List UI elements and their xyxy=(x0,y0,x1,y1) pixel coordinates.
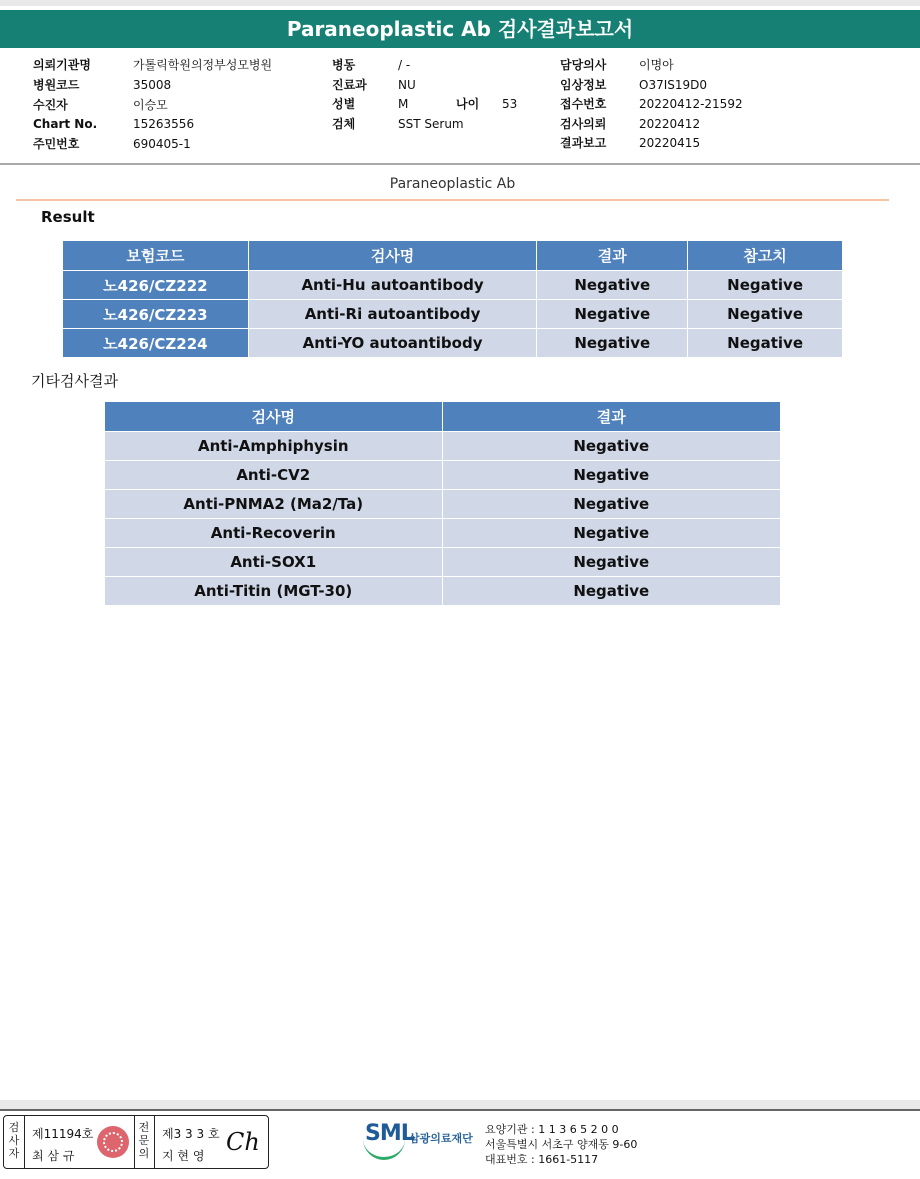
other-results-heading: 기타검사결과 xyxy=(31,372,118,390)
info-label: Chart No. xyxy=(33,117,98,131)
test-name: Anti-Recoverin xyxy=(105,519,443,548)
info-label: 검사의뢰 xyxy=(560,116,607,131)
result-heading: Result xyxy=(41,208,95,226)
specialist-label-text: 전문의 xyxy=(138,1121,150,1160)
info-value: O37IS19D0 xyxy=(639,77,708,92)
lab-info-line: 대표번호 : 1661-5117 xyxy=(485,1153,599,1166)
info-value: SST Serum xyxy=(398,116,464,131)
specialist-license-no: 제3 3 3 호 xyxy=(162,1127,220,1141)
header-test-name: 검사명 xyxy=(248,241,537,271)
info-value: 20220412 xyxy=(639,116,701,131)
test-result: Negative xyxy=(537,271,688,300)
info-label: 검체 xyxy=(332,116,356,131)
lab-info xyxy=(485,1122,637,1167)
test-result: Negative xyxy=(442,577,780,606)
lab-info-line: 요양기관 : 1 1 3 6 5 2 0 0 xyxy=(485,1123,619,1136)
divider xyxy=(24,1116,25,1168)
info-label: 접수번호 xyxy=(560,97,607,111)
info-value: 가톨릭학원의정부성모병원 xyxy=(133,58,273,72)
table-row xyxy=(105,548,781,577)
test-name: Anti-Ri autoantibody xyxy=(248,300,537,329)
reference-value: Negative xyxy=(688,300,843,329)
info-value: / - xyxy=(398,58,411,72)
inspector-label-text: 검사자 xyxy=(8,1121,20,1160)
info-value: 이명아 xyxy=(639,58,674,72)
info-label: 진료과 xyxy=(332,77,367,92)
info-value: M xyxy=(398,97,409,111)
test-name: Anti-YO autoantibody xyxy=(248,329,537,358)
test-result: Negative xyxy=(442,490,780,519)
info-value: 이승모 xyxy=(133,97,168,112)
specialist-name: 지 현 영 xyxy=(162,1149,205,1163)
insurance-code: 노426/CZ224 xyxy=(63,329,249,358)
table-row xyxy=(105,461,781,490)
signature-box xyxy=(3,1115,269,1169)
info-value: 20220412-21592 xyxy=(639,97,743,111)
age-value: 53 xyxy=(502,97,518,111)
section-title: Paraneoplastic Ab xyxy=(389,176,516,192)
test-result: Negative xyxy=(537,300,688,329)
table-row xyxy=(105,577,781,606)
reference-value: Negative xyxy=(688,271,843,300)
header-result: 결과 xyxy=(537,241,688,271)
header-result: 결과 xyxy=(442,402,780,432)
table-row xyxy=(105,490,781,519)
info-divider xyxy=(0,163,920,165)
footer-divider xyxy=(0,1109,920,1111)
info-value: 690405-1 xyxy=(133,136,191,151)
test-name: Anti-Amphiphysin xyxy=(105,432,443,461)
sml-logo xyxy=(365,1121,473,1146)
info-label: 주민번호 xyxy=(33,136,80,151)
official-seal-icon xyxy=(97,1126,129,1158)
test-name: Anti-CV2 xyxy=(105,461,443,490)
info-value: 35008 xyxy=(133,78,172,92)
inspector-license-no: 제11194호 xyxy=(32,1127,94,1141)
header-insurance-code: 보험코드 xyxy=(63,241,249,271)
info-column-2 xyxy=(332,56,517,134)
table-row xyxy=(63,271,843,300)
insurance-code: 노426/CZ222 xyxy=(63,271,249,300)
table-header-row xyxy=(105,402,781,432)
test-name: Anti-Titin (MGT-30) xyxy=(105,577,443,606)
divider xyxy=(154,1116,155,1168)
info-label: 병원코드 xyxy=(33,78,80,92)
info-value: 20220415 xyxy=(639,136,701,150)
report-title: Paraneoplastic Ab 검사결과보고서 xyxy=(0,10,920,48)
lab-info-line: 서울특별시 서초구 양재동 9-60 xyxy=(485,1138,638,1151)
age-label: 나이 xyxy=(456,97,480,111)
test-result: Negative xyxy=(442,432,780,461)
info-label: 수진자 xyxy=(33,97,68,112)
insurance-code: 노426/CZ223 xyxy=(63,300,249,329)
info-label: 병동 xyxy=(332,58,356,72)
info-value: 15263556 xyxy=(133,117,195,131)
table-row xyxy=(63,300,843,329)
info-column-3 xyxy=(560,56,743,154)
info-value: NU xyxy=(398,77,416,92)
logo-text: SML xyxy=(365,1121,414,1146)
table-row xyxy=(105,519,781,548)
header-reference: 참고치 xyxy=(688,241,843,271)
header-test-name: 검사명 xyxy=(105,402,443,432)
test-name: Anti-SOX1 xyxy=(105,548,443,577)
section-divider xyxy=(16,199,889,201)
logo-org-name: 삼광의료재단 xyxy=(409,1132,473,1145)
divider xyxy=(134,1116,135,1168)
info-label: 성별 xyxy=(332,97,356,111)
test-name: Anti-Hu autoantibody xyxy=(248,271,537,300)
test-result: Negative xyxy=(442,548,780,577)
test-result: Negative xyxy=(442,519,780,548)
info-label: 의뢰기관명 xyxy=(33,58,91,72)
info-label: 담당의사 xyxy=(560,58,607,72)
result-table xyxy=(62,240,843,358)
test-result: Negative xyxy=(442,461,780,490)
table-row xyxy=(63,329,843,358)
inspector-name: 최 삼 규 xyxy=(32,1149,75,1163)
reference-value: Negative xyxy=(688,329,843,358)
table-row xyxy=(105,432,781,461)
top-border xyxy=(0,0,920,6)
other-results-table xyxy=(104,401,781,606)
info-label: 임상정보 xyxy=(560,77,607,92)
specialist-label xyxy=(136,1116,152,1168)
logo-arc-icon xyxy=(363,1137,405,1160)
inspector-label xyxy=(6,1116,22,1168)
signature: Ch xyxy=(226,1128,260,1156)
info-label: 결과보고 xyxy=(560,136,607,150)
test-name: Anti-PNMA2 (Ma2/Ta) xyxy=(105,490,443,519)
table-header-row xyxy=(63,241,843,271)
info-column-1 xyxy=(33,56,272,154)
test-result: Negative xyxy=(537,329,688,358)
